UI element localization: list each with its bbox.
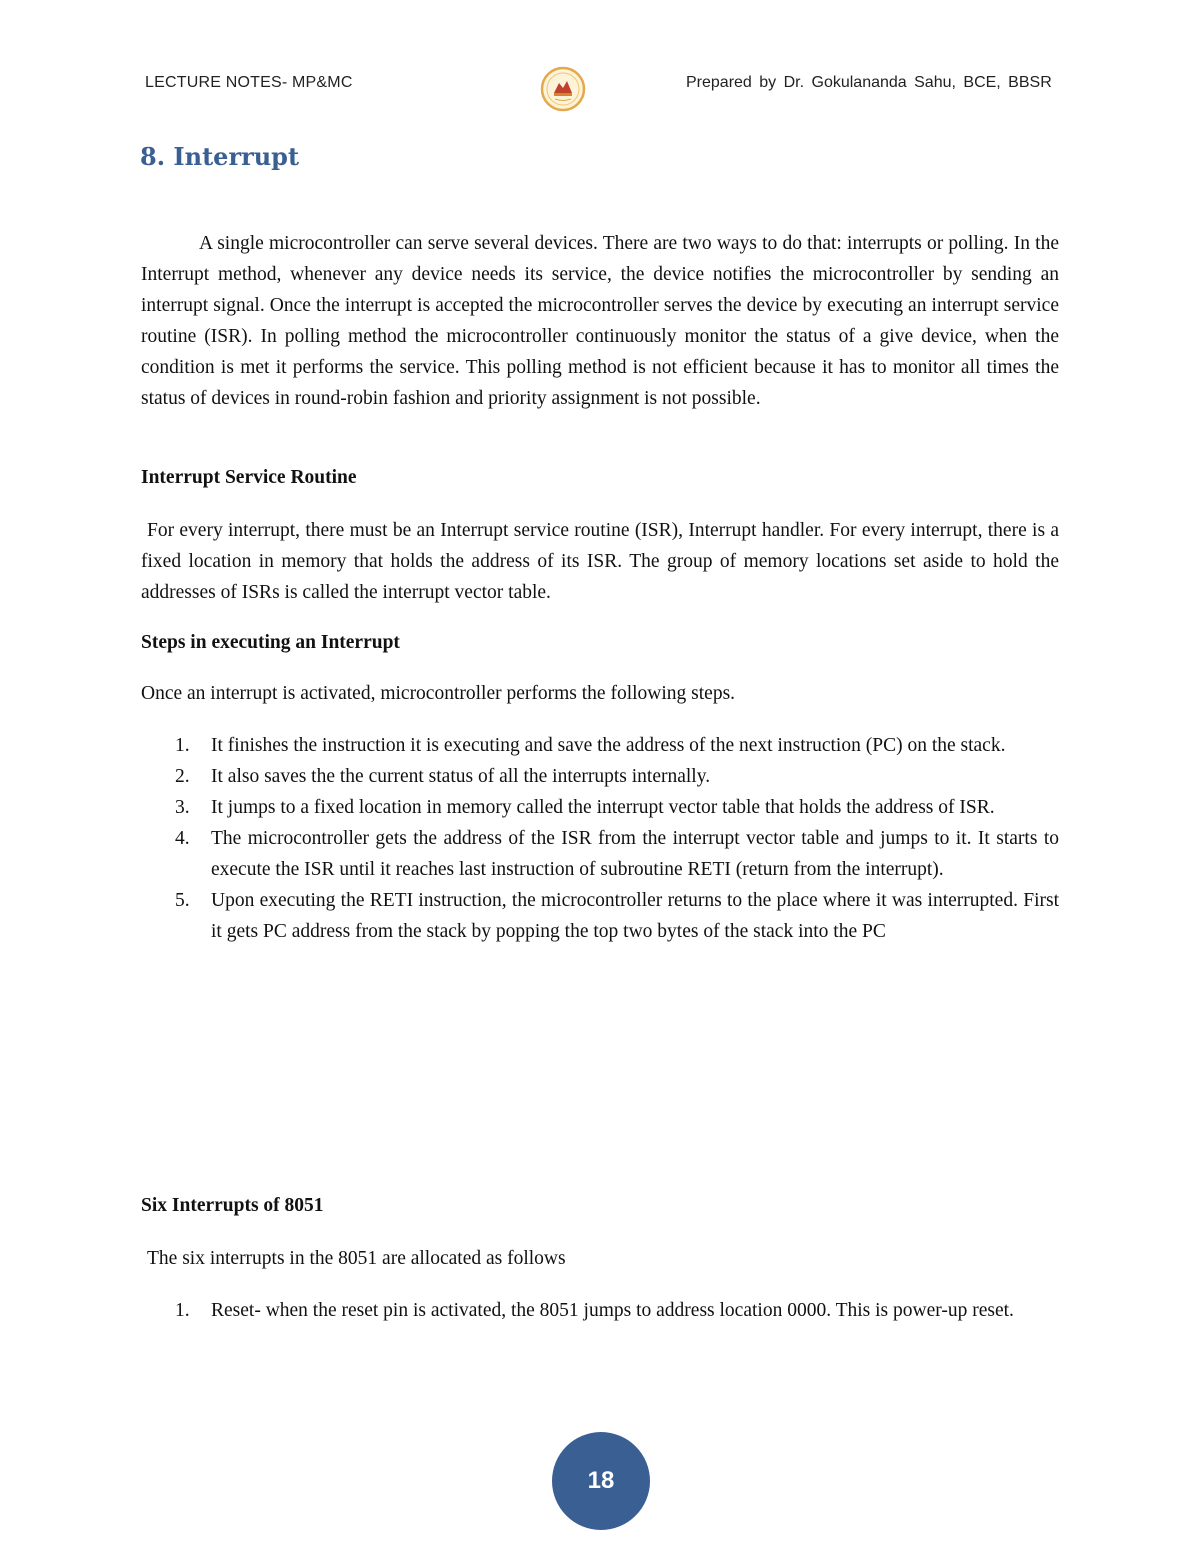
page-number: 18	[587, 1467, 615, 1494]
list-item	[141, 885, 1059, 947]
header-course-title: LECTURE NOTES- MP&MC	[145, 74, 353, 91]
list-item	[141, 792, 1059, 823]
list-text: It finishes the instruction it is executing and save the address of the next instruction (PC) on the stack.	[211, 735, 1006, 756]
list-item	[141, 823, 1059, 885]
list-number: 4.	[175, 828, 190, 849]
page-header	[0, 70, 1200, 100]
list-number: 5.	[175, 890, 190, 911]
intro-paragraph: A single microcontroller can serve several devices. There are two ways to do that: interrupts or polling. In the Interrupt method, whenever any device needs its service, the device notifies the microcontroller by sending an interrupt signal. Once the interrupt is accepted the microcontroller serves the device by executing an interrupt service routine (ISR). In polling method the microcontroller continuously monitor the status of a give device, when the condition is met it performs the service. This polling method is not efficient because it has to monitor all times the status of devices in round-robin fashion and priority assignment is not possible.	[141, 233, 1059, 409]
list-text: It jumps to a fixed location in memory called the interrupt vector table that holds the address of ISR.	[211, 797, 995, 818]
list-text: It also saves the the current status of all the interrupts internally.	[211, 766, 711, 787]
isr-paragraph: For every interrupt, there must be an Interrupt service routine (ISR), Interrupt handler. For every interrupt, there is a fixed location in memory that holds the address of its ISR. The group of memory locations set aside to hold the addresses of ISRs is called the interrupt vector table.	[141, 520, 1059, 603]
steps-list	[141, 730, 1059, 947]
list-text: The microcontroller gets the address of the ISR from the interrupt vector table and jumps to it. It starts to execute the ISR until it reaches last instruction of subroutine RETI (return from the interrupt).	[211, 828, 1059, 880]
page-title: 8. Interrupt	[140, 142, 300, 171]
six-interrupts-heading: Six Interrupts of 8051	[141, 1195, 324, 1216]
steps-heading: Steps in executing an Interrupt	[141, 632, 400, 653]
steps-intro: Once an interrupt is activated, microcontroller performs the following steps.	[141, 683, 736, 704]
list-text: Reset- when the reset pin is activated, the 8051 jumps to address location 0000. This is power-up reset.	[211, 1300, 1014, 1321]
list-number: 1.	[175, 1300, 190, 1321]
list-item	[141, 730, 1059, 761]
header-author: Prepared by Dr. Gokulananda Sahu, BCE, BBSR	[686, 74, 1052, 91]
six-interrupts-list	[141, 1295, 1059, 1326]
isr-heading: Interrupt Service Routine	[141, 467, 357, 488]
list-item	[141, 761, 1059, 792]
college-emblem-icon	[540, 66, 586, 112]
list-item	[141, 1295, 1059, 1326]
page-number-badge	[552, 1432, 650, 1530]
list-text: Upon executing the RETI instruction, the microcontroller returns to the place where it was interrupted. First it gets PC address from the stack by popping the top two bytes of the stack into the PC	[211, 890, 1059, 942]
list-number: 1.	[175, 735, 190, 756]
six-interrupts-intro: The six interrupts in the 8051 are allocated as follows	[147, 1248, 566, 1269]
list-number: 2.	[175, 766, 190, 787]
list-number: 3.	[175, 797, 190, 818]
